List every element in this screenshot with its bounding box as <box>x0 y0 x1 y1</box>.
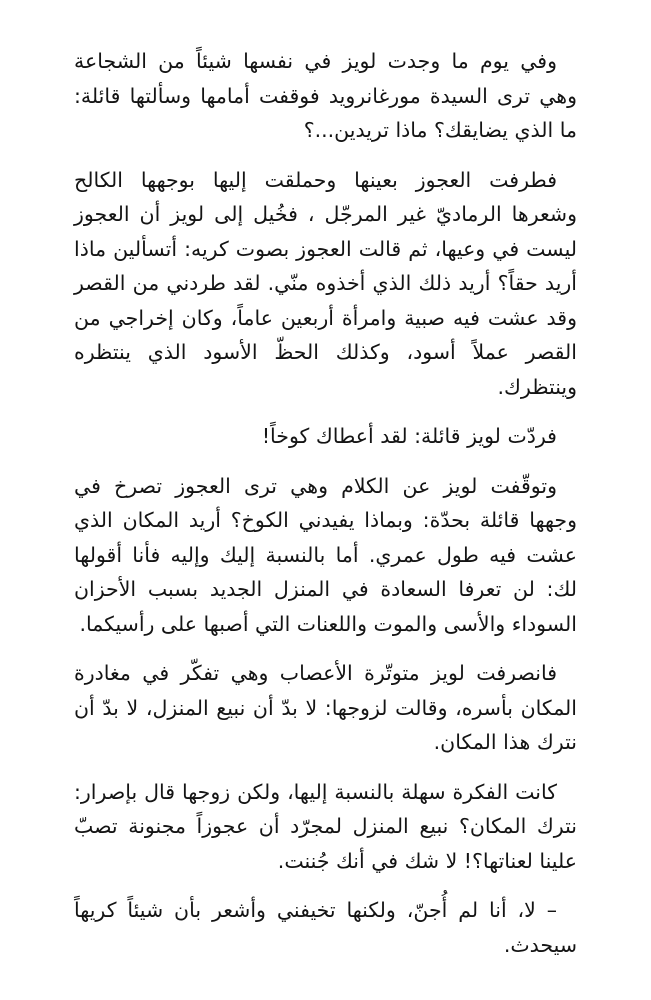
paragraph-3: فردّت لويز قائلة: لقد أعطاك كوخاً! <box>261 424 557 448</box>
paragraph-6: كانت الفكرة سهلة بالنسبة إليها، ولكن زوجها قال بإصرار: نترك المكان؟ نبيع المنزل لمجرّد أن عجوزاً مجنونة تصبّ علينا لعناتها؟! لا شك في أنك جُننت. <box>74 779 577 873</box>
paragraph-1: وفي يوم ما وجدت لويز في نفسها شيئاً من الشجاعة وهي ترى السيدة مورغانرويد فوقفت أمامها وسألتها قائلة: ما الذي يضايقك؟ ماذا تريدين...؟ <box>74 49 577 142</box>
paragraph-2: فطرفت العجوز بعينها وحملقت إليها بوجهها الكالح وشعرها الرماديّ غير المرجّل ، فخُيل إلى لويز أن العجوز ليست في وعيها، ثم قالت العجوز بصوت كريه: أتسألين ماذا أريد حقاً؟ أريد ذلك الذي أخذوه منّي. لقد طردني من القصر وقد عشت فيه صبية وامرأة أربعين عاماً، وكان إخراجي من القصر عملاً أسود، وكذلك الحظّ الأسود الذي ينتظره وينتظرك. <box>74 167 577 399</box>
paragraph-5: فانصرفت لويز متوتّرة الأعصاب وهي تفكّر في مغادرة المكان بأسره، وقالت لزوجها: لا بدّ أن نبيع المنزل، لا بدّ أن نترك هذا المكان. <box>74 661 577 754</box>
paragraph-7: – لا، أنا لم أُجنّ، ولكنها تخيفني وأشعر بأن شيئاً كريهاً سيحدث. <box>74 898 577 957</box>
paragraph-4: وتوقّفت لويز عن الكلام وهي ترى العجوز تصرخ في وجهها قائلة بحدّة: وبماذا يفيدني الكوخ؟ أريد المكان الذي عشت فيه طول عمري. أما بالنسبة إليك وإليه فأنا أقولها لك: لن تعرفا السعادة في المنزل الجديد بسبب الأحزان السوداء والأسى والموت واللعنات التي أصبها على رأسيكما. <box>74 473 577 636</box>
